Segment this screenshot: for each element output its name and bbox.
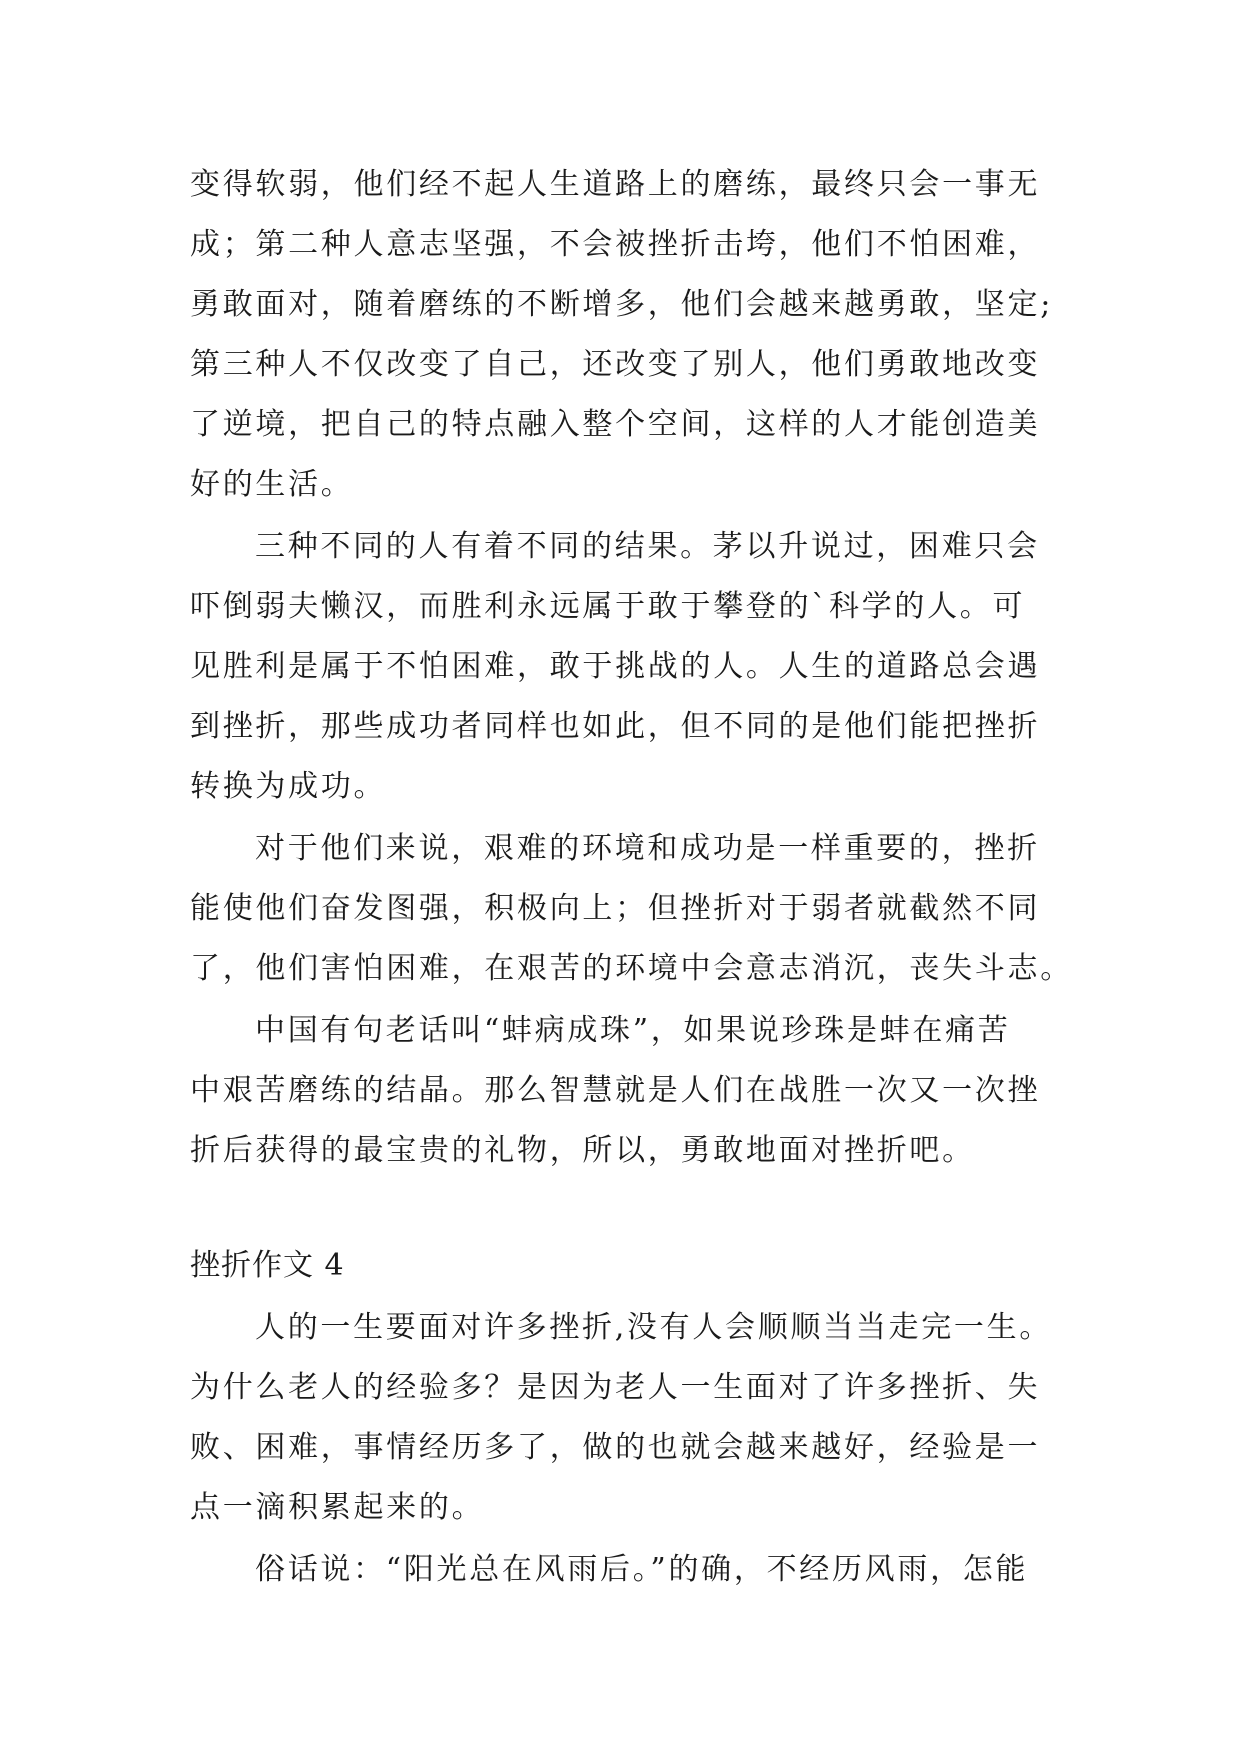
text-line: 了逆境，把自己的特点融入整个空间，这样的人才能创造美 (190, 407, 1041, 442)
text-line: 转换为成功。 (190, 769, 387, 804)
section-heading: 挫折作文 4 (190, 1248, 345, 1283)
text-line: 人的一生要面对许多挫折,没有人会顺顺当当走完一生。 (255, 1310, 1053, 1345)
text-line: 见胜利是属于不怕困难，敢于挑战的人。人生的道路总会遇 (190, 649, 1041, 684)
text-line: 变得软弱，他们经不起人生道路上的磨练，最终只会一事无 (190, 167, 1041, 202)
text-line: 俗话说：“阳光总在风雨后。”的确，不经历风雨，怎能 (255, 1552, 1029, 1587)
text-line: 三种不同的人有着不同的结果。茅以升说过，困难只会 (255, 529, 1040, 564)
text-line: 为什么老人的经验多？是因为老人一生面对了许多挫折、失 (190, 1370, 1041, 1405)
text-line: 吓倒弱夫懒汉，而胜利永远属于敢于攀登的`科学的人。可 (190, 589, 1026, 624)
text-line: 到挫折，那些成功者同样也如此，但不同的是他们能把挫折 (190, 709, 1041, 744)
text-line: 中国有句老话叫“蚌病成珠”，如果说珍珠是蚌在痛苦 (255, 1013, 1011, 1048)
text-line: 成；第二种人意志坚强，不会被挫折击垮，他们不怕困难， (190, 227, 1041, 262)
text-line: 第三种人不仅改变了自己，还改变了别人，他们勇敢地改变 (190, 347, 1041, 382)
text-line: 勇敢面对，随着磨练的不断增多，他们会越来越勇敢，坚定; (190, 287, 1054, 322)
text-line: 能使他们奋发图强，积极向上；但挫折对于弱者就截然不同 (190, 891, 1041, 926)
text-line: 败、困难，事情经历多了，做的也就会越来越好，经验是一 (190, 1430, 1041, 1465)
text-line: 对于他们来说，艰难的环境和成功是一样重要的，挫折 (255, 831, 1040, 866)
text-line: 折后获得的最宝贵的礼物，所以，勇敢地面对挫折吧。 (190, 1133, 975, 1168)
text-line: 好的生活。 (190, 467, 354, 502)
text-line: 了，他们害怕困难，在艰苦的环境中会意志消沉，丧失斗志。 (190, 951, 1073, 986)
text-line: 点一滴积累起来的。 (190, 1490, 485, 1525)
text-line: 中艰苦磨练的结晶。那么智慧就是人们在战胜一次又一次挫 (190, 1073, 1041, 1108)
